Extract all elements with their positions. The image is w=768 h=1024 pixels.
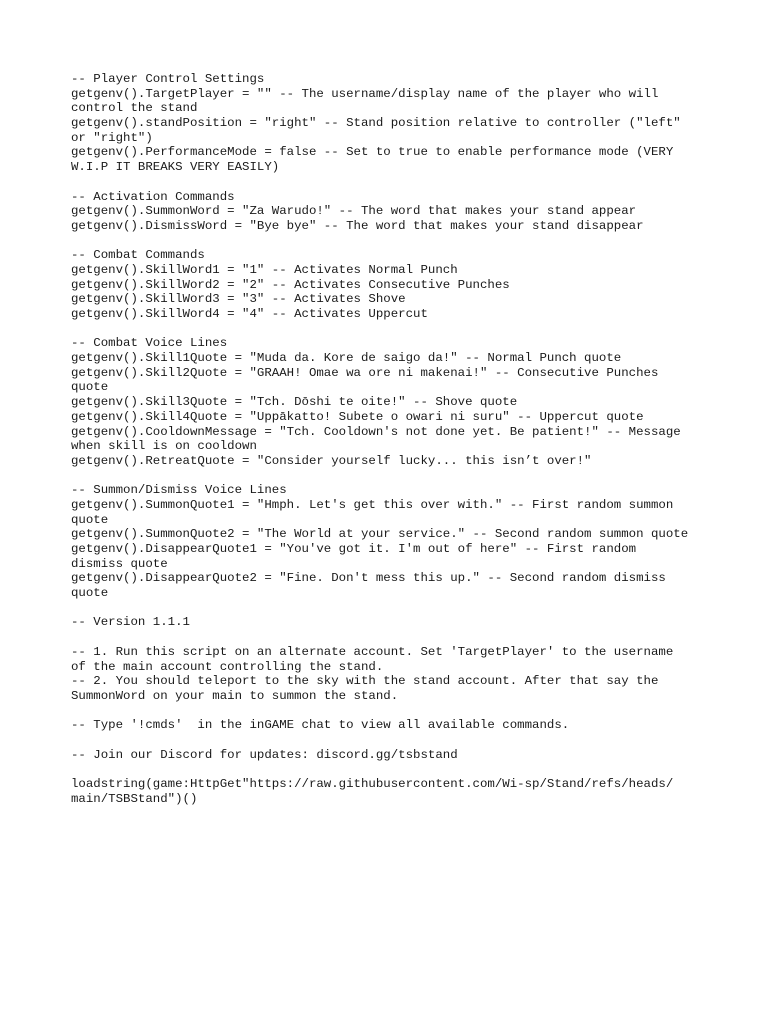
- comment-line: -- Combat Commands: [71, 248, 205, 263]
- comment-line: -- Combat Voice Lines: [71, 336, 228, 351]
- code-line: quote: [71, 380, 109, 395]
- code-line: getgenv().SkillWord3 = "3" -- Activates Shove: [71, 292, 406, 307]
- code-line: getgenv().SkillWord4 = "4" -- Activates Uppercut: [71, 307, 428, 321]
- blank-line: [71, 762, 711, 777]
- code-line: getgenv().SummonQuote2 = "The World at your service." -- Second random summon quote: [71, 527, 689, 542]
- code-line: dismiss quote: [71, 556, 168, 571]
- code-line: when skill is on cooldown: [71, 439, 257, 454]
- code-line: getgenv().DismissWord = "Bye bye" -- The word that makes your stand disappear: [71, 218, 644, 233]
- blank-line: [71, 469, 711, 484]
- blank-line: [71, 175, 711, 190]
- code-line: getgenv().standPosition = "right" -- Stand position relative to controller ("left": [71, 116, 681, 131]
- code-line: quote: [71, 586, 109, 601]
- code-line: getgenv().SkillWord1 = "1" -- Activates Normal Punch: [71, 262, 458, 277]
- code-line: getgenv().Skill1Quote = "Muda da. Kore de saigo da!" -- Normal Punch quote: [71, 351, 622, 366]
- code-line: getgenv().SummonQuote1 = "Hmph. Let's get this over with." -- First random summon: [71, 497, 674, 512]
- code-line: getgenv().Skill3Quote = "Tch. Dōshi te oite!" -- Shove quote: [71, 395, 518, 410]
- code-line: getgenv().DisappearQuote1 = "You've got it. I'm out of here" -- First random: [71, 542, 637, 556]
- comment-line: -- Type '!cmds' in the inGAME chat to view all available commands.: [71, 718, 570, 733]
- code-line: getgenv().Skill2Quote = "GRAAH! Omae wa ore ni makenai!" -- Consecutive Punches: [71, 365, 659, 380]
- blank-line: [71, 601, 711, 616]
- blank-line: [71, 322, 711, 337]
- blank-line: [71, 234, 711, 249]
- comment-line: -- Activation Commands: [71, 189, 235, 204]
- code-line: getgenv().DisappearQuote2 = "Fine. Don't mess this up." -- Second random dismiss: [71, 571, 666, 586]
- comment-line: -- 2. You should teleport to the sky with the stand account. After that say the: [71, 674, 659, 689]
- blank-line: [71, 630, 711, 645]
- comment-line: -- Player Control Settings: [71, 72, 265, 86]
- code-line: getgenv().SummonWord = "Za Warudo!" -- The word that makes your stand appear: [71, 204, 637, 219]
- code-line: loadstring(game:HttpGet"https://raw.githubusercontent.com/Wi-sp/Stand/refs/heads/: [71, 777, 674, 791]
- code-line: control the stand: [71, 101, 198, 116]
- blank-line: [71, 733, 711, 748]
- code-line: getgenv().Skill4Quote = "Uppākatto! Subete o owari ni suru" -- Uppercut quote: [71, 409, 644, 424]
- code-line: quote: [71, 512, 109, 527]
- blank-line: [71, 704, 711, 719]
- code-line: getgenv().RetreatQuote = "Consider yourself lucky... this isn’t over!": [71, 453, 592, 468]
- comment-line: -- Summon/Dismiss Voice Lines: [71, 483, 287, 498]
- code-line: main/TSBStand")(): [71, 791, 198, 806]
- comment-line: -- Version 1.1.1: [71, 615, 190, 630]
- code-line: W.I.P IT BREAKS VERY EASILY): [71, 160, 280, 175]
- code-line: getgenv().PerformanceMode = false -- Set to true to enable performance mode (VERY: [71, 145, 674, 160]
- comment-line: -- 1. Run this script on an alternate account. Set 'TargetPlayer' to the username: [71, 644, 674, 659]
- code-line: of the main account controlling the stand.: [71, 659, 384, 674]
- script-text-body: [71, 72, 711, 806]
- comment-line: -- Join our Discord for updates: discord.gg/tsbstand: [71, 747, 458, 762]
- code-line: getgenv().CooldownMessage = "Tch. Cooldown's not done yet. Be patient!" -- Message: [71, 424, 681, 439]
- code-line: getgenv().TargetPlayer = "" -- The username/display name of the player who will: [71, 86, 659, 101]
- code-line: or "right"): [71, 130, 153, 145]
- code-line: getgenv().SkillWord2 = "2" -- Activates Consecutive Punches: [71, 277, 510, 292]
- code-line: SummonWord on your main to summon the stand.: [71, 688, 399, 703]
